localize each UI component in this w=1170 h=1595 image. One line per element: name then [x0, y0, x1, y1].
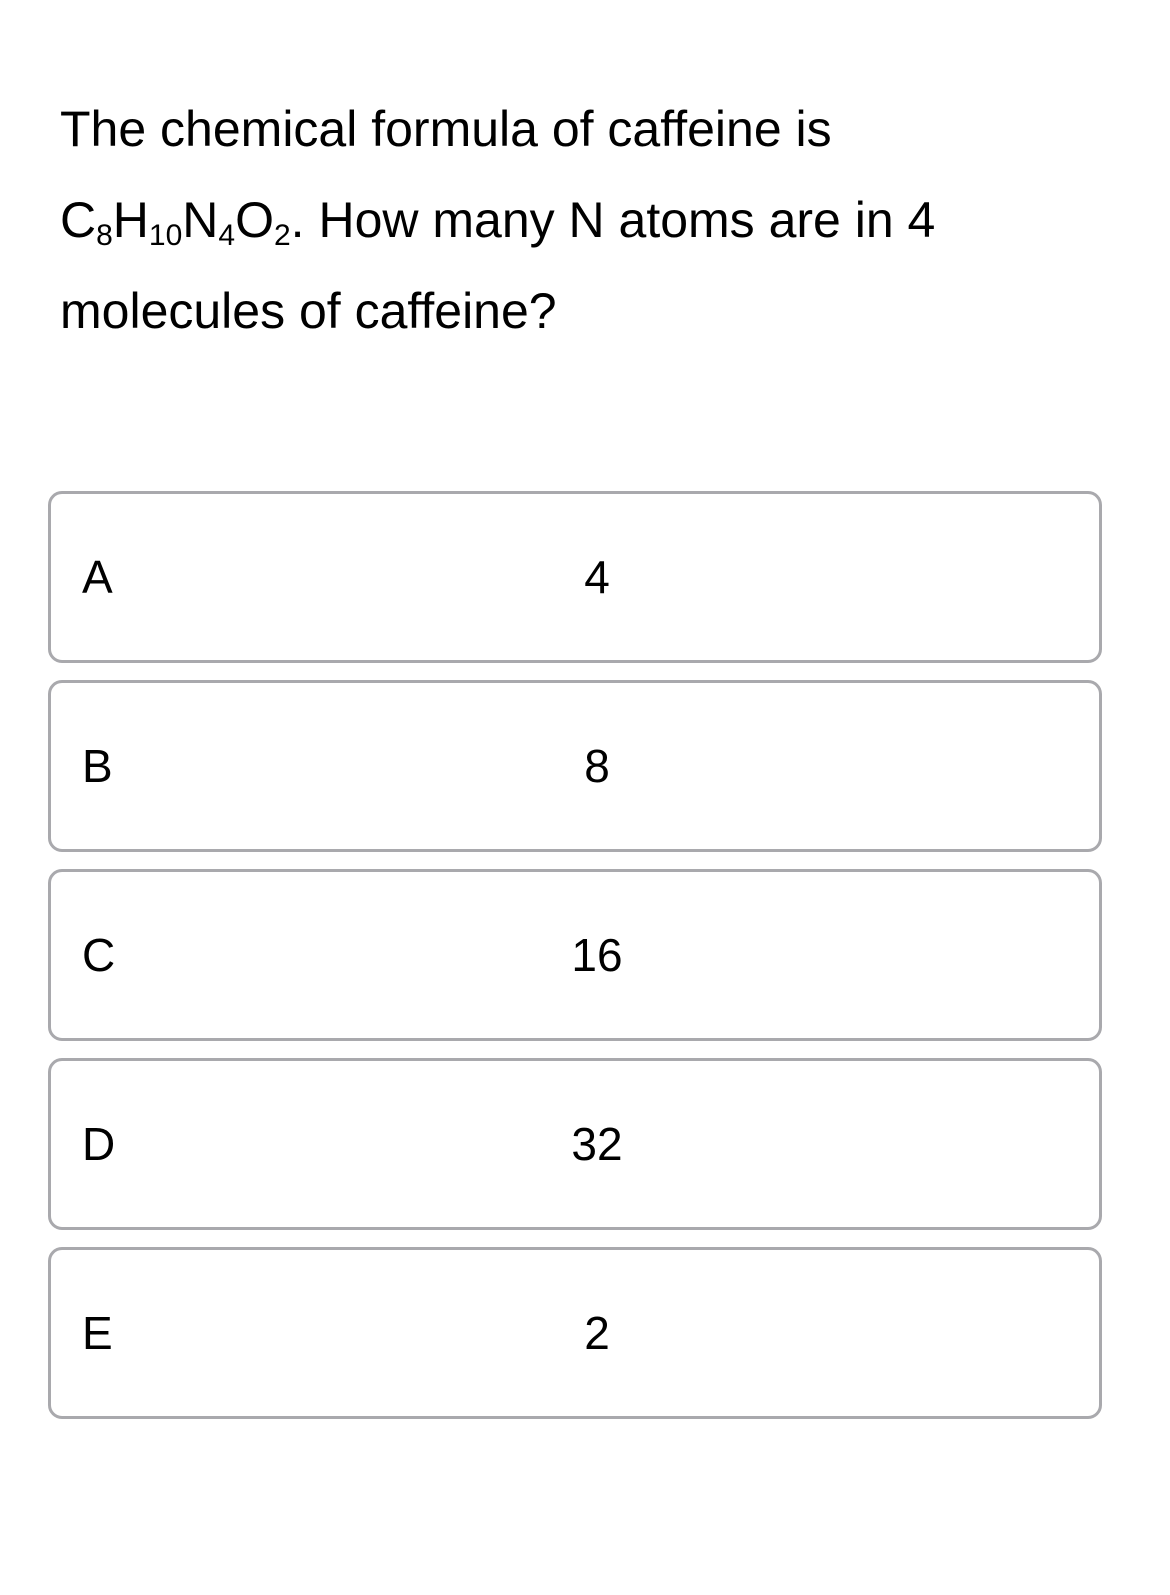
- option-value: 16: [571, 929, 623, 981]
- formula-element: H: [112, 192, 149, 248]
- option-letter: C: [82, 929, 116, 981]
- option-letter: D: [82, 1118, 116, 1170]
- answer-option-d[interactable]: [48, 1058, 1102, 1230]
- option-letter: A: [82, 551, 113, 603]
- answer-options: [48, 491, 1102, 1436]
- formula-element: C: [60, 192, 97, 248]
- caffeine-formula: [60, 192, 291, 252]
- answer-option-e[interactable]: [48, 1247, 1102, 1419]
- answer-option-a[interactable]: [48, 491, 1102, 663]
- question-rest: . How many N atoms are in 4 molecules of caffeine?: [60, 192, 936, 339]
- formula-subscript: 4: [218, 219, 236, 252]
- option-letter: E: [82, 1307, 113, 1359]
- option-value: 32: [571, 1118, 623, 1170]
- formula-subscript: 8: [96, 219, 113, 252]
- formula-element: O: [235, 192, 274, 248]
- question-text: [60, 84, 1120, 357]
- option-value: 4: [584, 551, 610, 603]
- question-line1: The chemical formula of caffeine is: [60, 101, 832, 157]
- answer-option-c[interactable]: [48, 869, 1102, 1041]
- answer-option-b[interactable]: [48, 680, 1102, 852]
- formula-subscript: 10: [148, 219, 183, 252]
- option-letter: B: [82, 740, 113, 792]
- option-value: 2: [584, 1307, 610, 1359]
- formula-element: N: [182, 192, 219, 248]
- option-value: 8: [584, 740, 610, 792]
- formula-subscript: 2: [273, 219, 291, 252]
